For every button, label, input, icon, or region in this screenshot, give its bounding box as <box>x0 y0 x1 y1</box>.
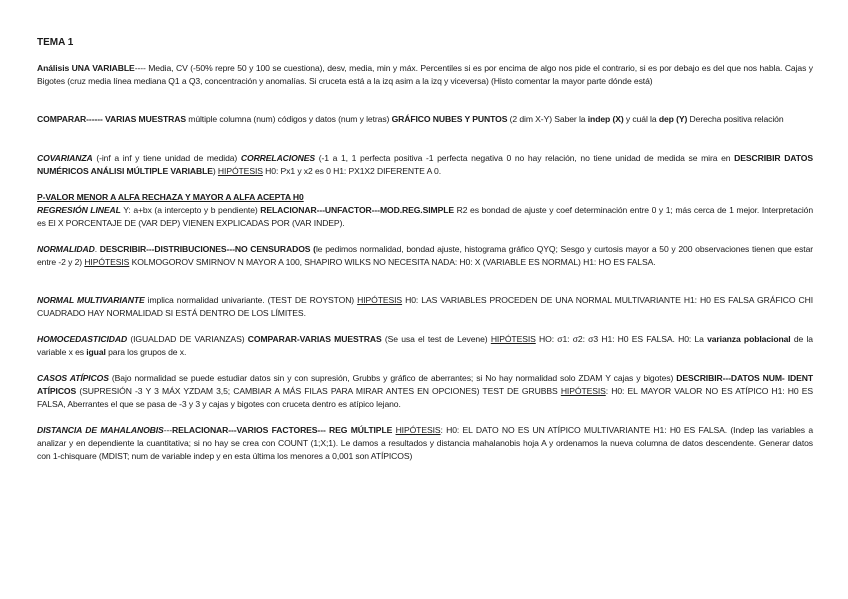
text-run: COMPARAR------ VARIAS MUESTRAS <box>37 114 186 124</box>
text-run: HIPÓTESIS <box>84 257 130 267</box>
text-run: P-VALOR MENOR A ALFA RECHAZA Y MAYOR A ALFA ACEPTA H0 <box>37 192 304 202</box>
text-run: (-1 a 1, 1 perfecta positiva -1 perfecta negativa 0 no hay relación, no tiene unidad de medida se mira en <box>315 153 735 163</box>
text-run: le pedimos normalidad, bondad ajuste, histograma gráfico QYQ; Sesgo y curtosis mayor a 50 y 200 observaciones tienen que estar entre -2 y 2) <box>37 244 814 267</box>
text-run: R2 es bondad de ajuste y coef determinación entre 0 y 1; más cerca de 1 mejor. Interpretación es El X PORCENTAJE DE (VAR DEP) VIENEN EXPLICADAS POR (VAR INDEP). <box>37 205 813 228</box>
paragraph-una-variable <box>37 62 813 88</box>
paragraph-covarianza <box>37 152 813 178</box>
text-run: RELACIONAR---VARIOS FACTORES--- REG MÚLTIPLE <box>171 425 393 435</box>
text-run: igual <box>86 347 106 357</box>
text-run: indep (X) <box>587 114 624 124</box>
text-run: COMPARAR-VARIAS MUESTRAS <box>247 334 382 344</box>
text-run: Derecha positiva relación <box>687 114 784 124</box>
text-run: para los grupos de x. <box>105 347 187 357</box>
text-run: DESCRIBIR DATOS NUMÉRICOS ANÁLISI MÚLTIPLE VARIABLE <box>37 153 813 176</box>
text-run: REGRESIÓN LINEAL <box>37 205 121 215</box>
text-run: RELACIONAR---UNFACTOR---MOD.REG.SIMPLE <box>260 205 454 215</box>
paragraph-regresion-lineal <box>37 204 813 230</box>
text-run: HIPÓTESIS <box>490 334 536 344</box>
text-run: COVARIANZA <box>37 153 93 163</box>
text-run: (SUPRESIÓN -3 Y 3 MÁX YZDAM 3,5; CAMBIAR A MÁS FILAS PARA MIRAR ANTES EN OPCIONES) TEST DE GRUBBS <box>76 386 561 396</box>
text-run: HOMOCEDASTICIDAD <box>37 334 128 344</box>
text-run: NORMALIDAD <box>37 244 95 254</box>
text-run: : H0: EL MAYOR VALOR NO ES ATÍPICO H1: H0 ES FALSA, Aberrantes el que se pasa de -3 y 3 y cajas y bigotes con cruceta dentro es atípico lejano. <box>37 386 814 409</box>
text-run: H0: LAS VARIABLES PROCEDEN DE UNA NORMAL MULTIVARIANTE H1: H0 ES FALSA GRÁFICO CHI CUADRADO HAY NORMALIDAD SI ESTÁ DENTRO DE LOS LÍMITES. <box>37 295 814 318</box>
paragraph-mahalanobis <box>37 424 813 463</box>
text-run: de la variable x es <box>37 334 813 357</box>
text-run: NORMAL MULTIVARIANTE <box>37 295 145 305</box>
text-run: Y: a+bx (a intercepto y b pendiente) <box>120 205 261 215</box>
text-run: --- <box>163 425 172 435</box>
text-run: H0: Px1 y x2 es 0 H1: PX1X2 DIFERENTE A 0. <box>262 166 442 176</box>
text-run: CASOS ATÍPICOS <box>37 373 109 383</box>
text-run: ---- Media, CV (-50% repre 50 y 100 se cuestiona), desv, media, min y máx. Percentiles si es por encima de algo nos pide el contrario, si es por debajo es del que nos habla. Cajas y Bigotes (cruz media línea mediana Q1 a Q3, concentración y anomalías. Si cruceta está a la izq asim a la izq y viceversa) (Histo comentar la mayor parte dónde está) <box>37 63 814 86</box>
text-run: ) <box>212 166 218 176</box>
text-run: HIPÓTESIS <box>217 166 263 176</box>
text-run: múltiple columna (num) códigos y datos (num y letras) <box>185 114 392 124</box>
document-title: TEMA 1 <box>37 37 74 48</box>
text-run: varianza poblacional <box>707 334 791 344</box>
text-run: DESCRIBIR---DISTRIBUCIONES---NO CENSURADOS ( <box>99 244 316 254</box>
text-run: KOLMOGOROV SMIRNOV N MAYOR A 100, SHAPIRO WILKS NO NECESITA NADA: H0: X (VARIABLE ES NORMAL) H1: HO ES FALSA. <box>129 257 656 267</box>
text-run: (IGUALDAD DE VARIANZAS) <box>127 334 248 344</box>
text-run: DESCRIBIR---DATOS NUM- IDENT ATÍPICOS <box>37 373 813 396</box>
text-run: : H0: EL DATO NO ES UN ATÍPICO MULTIVARIANTE H1: H0 ES FALSA. (Indep las variables a analizar y en dependiente la cuantitativa; si no hay se crea con COUNT (1;X;1). Le damos a resultados y distancia mahalanobis hoja A y ordenamos la nueva columna de datos descendente. Generar datos con 1-chisquare (MDIST; num de variable indep y en esta última los menores a 0,001 son ATÍPICOS) <box>37 425 813 461</box>
paragraph-normal-multivariante <box>37 294 813 320</box>
text-run: HIPÓTESIS <box>357 295 403 305</box>
paragraph-comparar-muestras <box>37 113 813 126</box>
text-run: (Bajo normalidad se puede estudiar datos sin y con supresión, Grubbs y gráfico de aberrantes; si No hay normalidad solo ZDAM Y cajas y bigotes) <box>108 373 677 383</box>
paragraph-p-valor <box>37 191 813 204</box>
text-run: (-inf a inf y tiene unidad de medida) <box>92 153 241 163</box>
text-run: DISTANCIA DE MAHALANOBIS <box>37 425 164 435</box>
text-run: GRÁFICO NUBES Y PUNTOS <box>391 114 508 124</box>
paragraph-casos-atipicos <box>37 372 813 411</box>
text-run: (Se usa el test de Levene) <box>381 334 491 344</box>
text-run: . <box>94 244 100 254</box>
text-run: dep (Y) <box>658 114 688 124</box>
text-run: implica normalidad univariante. (TEST DE ROYSTON) <box>144 295 358 305</box>
text-run: CORRELACIONES <box>240 153 316 163</box>
text-run: (2 dim X-Y) Saber la <box>507 114 588 124</box>
paragraph-normalidad <box>37 243 813 269</box>
text-run: HO: σ1: σ2: σ3 H1: H0 ES FALSA. H0: La <box>535 334 708 344</box>
text-run: y cuál la <box>623 114 659 124</box>
paragraph-homocedasticidad <box>37 333 813 359</box>
text-run: Análisis UNA VARIABLE <box>37 63 135 73</box>
text-run: HIPÓTESIS <box>560 386 606 396</box>
text-run: HIPÓTESIS <box>395 425 441 435</box>
